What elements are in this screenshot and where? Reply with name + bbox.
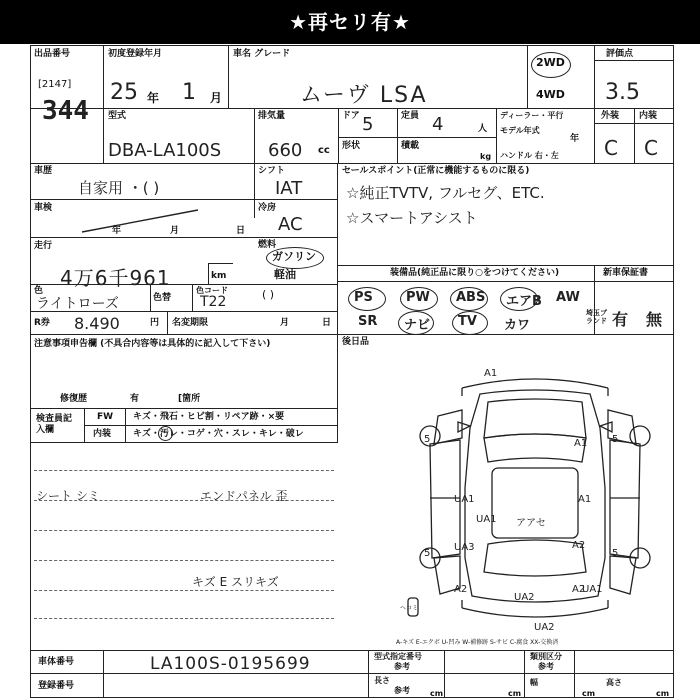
inspection-year: 年 bbox=[112, 226, 122, 236]
yen-unit: 円 bbox=[150, 318, 160, 328]
class-label: 類別区分 bbox=[530, 652, 562, 661]
lot-sub: [2147] bbox=[38, 79, 72, 90]
equip-item-3: エアB bbox=[506, 294, 542, 309]
remark-line-0 bbox=[34, 470, 334, 471]
width-cm: cm bbox=[508, 689, 522, 698]
fuel-paren: ( ) bbox=[262, 288, 275, 301]
capacity: 4 bbox=[432, 114, 444, 135]
remark-line-4 bbox=[34, 590, 334, 591]
recycle-value: 8.490 bbox=[74, 314, 120, 333]
reg-year: 25 bbox=[110, 80, 138, 105]
type-designation-label: 型式指定番号 bbox=[374, 652, 422, 661]
length-label: 長さ bbox=[374, 676, 390, 685]
car-name-label: 車名 グレード bbox=[233, 49, 291, 59]
height-cm: cm bbox=[582, 689, 596, 698]
damage-label-0: A1 bbox=[484, 368, 498, 379]
damage-label-15: 5 bbox=[424, 548, 431, 559]
rear-label: 後日品 bbox=[342, 337, 370, 347]
remark-scratch: キズ E スリキズ bbox=[192, 575, 279, 589]
shift: IAT bbox=[275, 178, 303, 199]
equip-item2-3: カワ bbox=[504, 318, 531, 333]
model: DBA-LA100S bbox=[108, 140, 222, 161]
color-change-label: 色替 bbox=[153, 293, 172, 303]
reg-label: 初度登録年月 bbox=[108, 49, 163, 59]
drive-4wd: 4WD bbox=[536, 88, 565, 101]
equip-circle-0 bbox=[348, 287, 386, 311]
sales-line2: ☆スマートアシスト bbox=[346, 209, 478, 227]
damage-label-12: UA2 bbox=[534, 622, 555, 633]
model-label: 型式 bbox=[108, 111, 127, 121]
remark-seat: シート シミ bbox=[36, 489, 100, 503]
damage-label-11: UA1 bbox=[582, 584, 603, 595]
resale-banner: ★再セリ有★ bbox=[0, 0, 700, 44]
fuel-gas-circle bbox=[266, 247, 324, 269]
damage-label-9: UA2 bbox=[514, 592, 535, 603]
model-year-label: モデル年式 bbox=[500, 126, 540, 135]
inspector-label: 検査員記入欄 bbox=[36, 414, 73, 435]
capacity-unit: 人 bbox=[478, 124, 488, 134]
dealer-label: ディーラー・平行 bbox=[500, 111, 564, 120]
doors-label: ドア bbox=[342, 111, 360, 121]
reg-month-unit: 月 bbox=[210, 91, 223, 105]
interior-note-label: 内装 bbox=[93, 429, 112, 439]
displacement-label: 排気量 bbox=[258, 111, 286, 121]
color-code: T22 bbox=[200, 294, 227, 310]
cert-no: 無 bbox=[646, 310, 663, 329]
damage-label-2: A1 bbox=[578, 494, 592, 505]
fuel-diesel: 軽油 bbox=[274, 268, 296, 281]
sales-label: セールスポイント(正常に機能するものに限る) bbox=[342, 166, 530, 176]
km-unit: km bbox=[211, 271, 227, 281]
width-label: 幅 bbox=[530, 678, 538, 687]
chassis-label: 車体番号 bbox=[38, 657, 75, 667]
length-ref: 参考 bbox=[394, 686, 410, 695]
inspection-label: 車検 bbox=[34, 203, 53, 213]
interior-label: 内装 bbox=[639, 111, 658, 121]
interior-grade: C bbox=[644, 136, 658, 160]
equip-item-4: AW bbox=[556, 290, 580, 305]
fuel-label: 燃料 bbox=[258, 240, 277, 250]
shape-label: 形状 bbox=[342, 141, 361, 151]
mini-label: ヘコミ bbox=[400, 605, 419, 612]
history-value: 自家用 ・( ) bbox=[78, 179, 160, 197]
damage-label-4: UA1 bbox=[476, 514, 497, 525]
mileage: 4万6千961 bbox=[60, 266, 171, 290]
exterior-label: 外装 bbox=[601, 111, 620, 121]
lot-label: 出品番号 bbox=[34, 49, 71, 59]
color-code-label: 色コード bbox=[196, 286, 228, 295]
damage-label-8: A2 bbox=[454, 584, 468, 595]
load-label: 積載 bbox=[401, 141, 420, 151]
new-cert-label: 新車保証書 bbox=[603, 268, 649, 278]
equip2-circle-2 bbox=[452, 311, 488, 335]
interior-text: キズ・汚レ・コゲ・穴・スレ・キレ・破レ bbox=[133, 429, 304, 439]
shift-label: シフト bbox=[258, 166, 286, 176]
recycle-label: R券 bbox=[34, 318, 50, 328]
fw-text: キズ・飛石・ヒビ割・リペア跡・×要 bbox=[133, 412, 285, 422]
length-cm: cm bbox=[430, 689, 444, 698]
score-label: 評価点 bbox=[606, 49, 634, 59]
equip-item2-1: ナビ bbox=[404, 318, 431, 333]
doors: 5 bbox=[362, 114, 374, 135]
fuel-gas: ガソリン bbox=[272, 250, 316, 263]
equip-item2-0: SR bbox=[358, 314, 378, 329]
expiry-day: 日 bbox=[322, 318, 332, 328]
capacity-label: 定員 bbox=[401, 111, 420, 121]
fw-label: FW bbox=[97, 412, 114, 422]
cert-yes: 有 bbox=[612, 310, 629, 329]
cc-unit: cc bbox=[318, 145, 330, 156]
drive-2wd: 2WD bbox=[536, 56, 565, 69]
equip-item2-2: TV bbox=[458, 314, 477, 329]
color-value: ライトローズ bbox=[36, 296, 119, 312]
reg-num-label: 登録番号 bbox=[38, 681, 75, 691]
handle-label: ハンドル 右・左 bbox=[500, 151, 559, 160]
height-label: 高さ bbox=[606, 678, 622, 687]
damage-label-1: A1 bbox=[574, 438, 588, 449]
damage-label-7: A2 bbox=[572, 540, 586, 551]
location-label: [箇所 bbox=[178, 394, 201, 404]
class-ref: 参考 bbox=[538, 662, 554, 671]
exterior-grade: C bbox=[604, 136, 618, 160]
score: 3.5 bbox=[605, 80, 640, 105]
damage-legend: A-キズ E-エクボ U-凹み W-補修跡 S-サビ C-腐食 XX-交換済 bbox=[396, 639, 559, 646]
expiry-month: 月 bbox=[280, 318, 290, 328]
drive-2wd-circle bbox=[531, 52, 571, 78]
displacement: 660 bbox=[268, 140, 303, 161]
equip2-circle-1 bbox=[398, 311, 434, 335]
damage-label-6: UA3 bbox=[454, 542, 475, 553]
kg-unit: kg bbox=[480, 152, 492, 161]
car-damage-diagram bbox=[400, 358, 670, 648]
damage-label-16: 5 bbox=[612, 548, 619, 559]
remark-line-5 bbox=[34, 618, 334, 619]
history-label: 車歴 bbox=[34, 166, 53, 176]
year-unit: 年 bbox=[570, 134, 580, 144]
damage-label-13: 5 bbox=[424, 434, 431, 445]
color-label: 色 bbox=[34, 286, 44, 296]
remark-line-3 bbox=[34, 560, 334, 561]
equip-label: 装備品(純正品に限り○をつけてください) bbox=[390, 268, 560, 278]
sales-line1: ☆純正TVTV, フルセグ、ETC. bbox=[346, 184, 545, 202]
damage-label-5: アアセ bbox=[516, 518, 546, 529]
equip-item-1: PW bbox=[406, 290, 430, 305]
reg-year-unit: 年 bbox=[147, 91, 160, 105]
type-ref: 参考 bbox=[394, 662, 410, 671]
height-cm-2: cm bbox=[656, 689, 670, 698]
cooler-label: 冷房 bbox=[258, 203, 277, 213]
reg-month: 1 bbox=[182, 80, 196, 105]
cooler: AC bbox=[278, 214, 303, 235]
stain-circle bbox=[158, 426, 173, 441]
chassis-number: LA100S-0195699 bbox=[150, 654, 311, 674]
inspection-month: 月 bbox=[170, 226, 180, 236]
equip-circle-2 bbox=[450, 287, 488, 311]
notes-label: 注意事項申告欄 (不具合内容等は具体的に記入して下さい) bbox=[34, 339, 271, 349]
remark-endpanel: エンドパネル 歪 bbox=[200, 489, 288, 503]
damage-label-3: UA1 bbox=[454, 494, 475, 505]
inspection-day: 日 bbox=[236, 226, 246, 236]
repair-value: 有 bbox=[130, 394, 140, 404]
name-expiry-label: 名変期限 bbox=[172, 318, 209, 328]
equip-item-0: PS bbox=[354, 290, 373, 305]
lot-number: 344 bbox=[42, 96, 89, 126]
repair-label: 修復歴 bbox=[60, 394, 88, 404]
equip-circle-1 bbox=[400, 287, 438, 311]
equip-item-2: ABS bbox=[456, 290, 486, 305]
inspection-strike bbox=[80, 206, 200, 236]
equip-circle-3 bbox=[500, 287, 538, 311]
car-name: ムーヴ LSA bbox=[300, 83, 428, 108]
damage-label-14: 5 bbox=[612, 434, 619, 445]
remark-line-2 bbox=[34, 530, 334, 531]
mileage-label: 走行 bbox=[34, 241, 53, 251]
damage-label-10: A2 bbox=[572, 584, 586, 595]
aw-sub: 埼玉ブランド bbox=[586, 309, 607, 325]
